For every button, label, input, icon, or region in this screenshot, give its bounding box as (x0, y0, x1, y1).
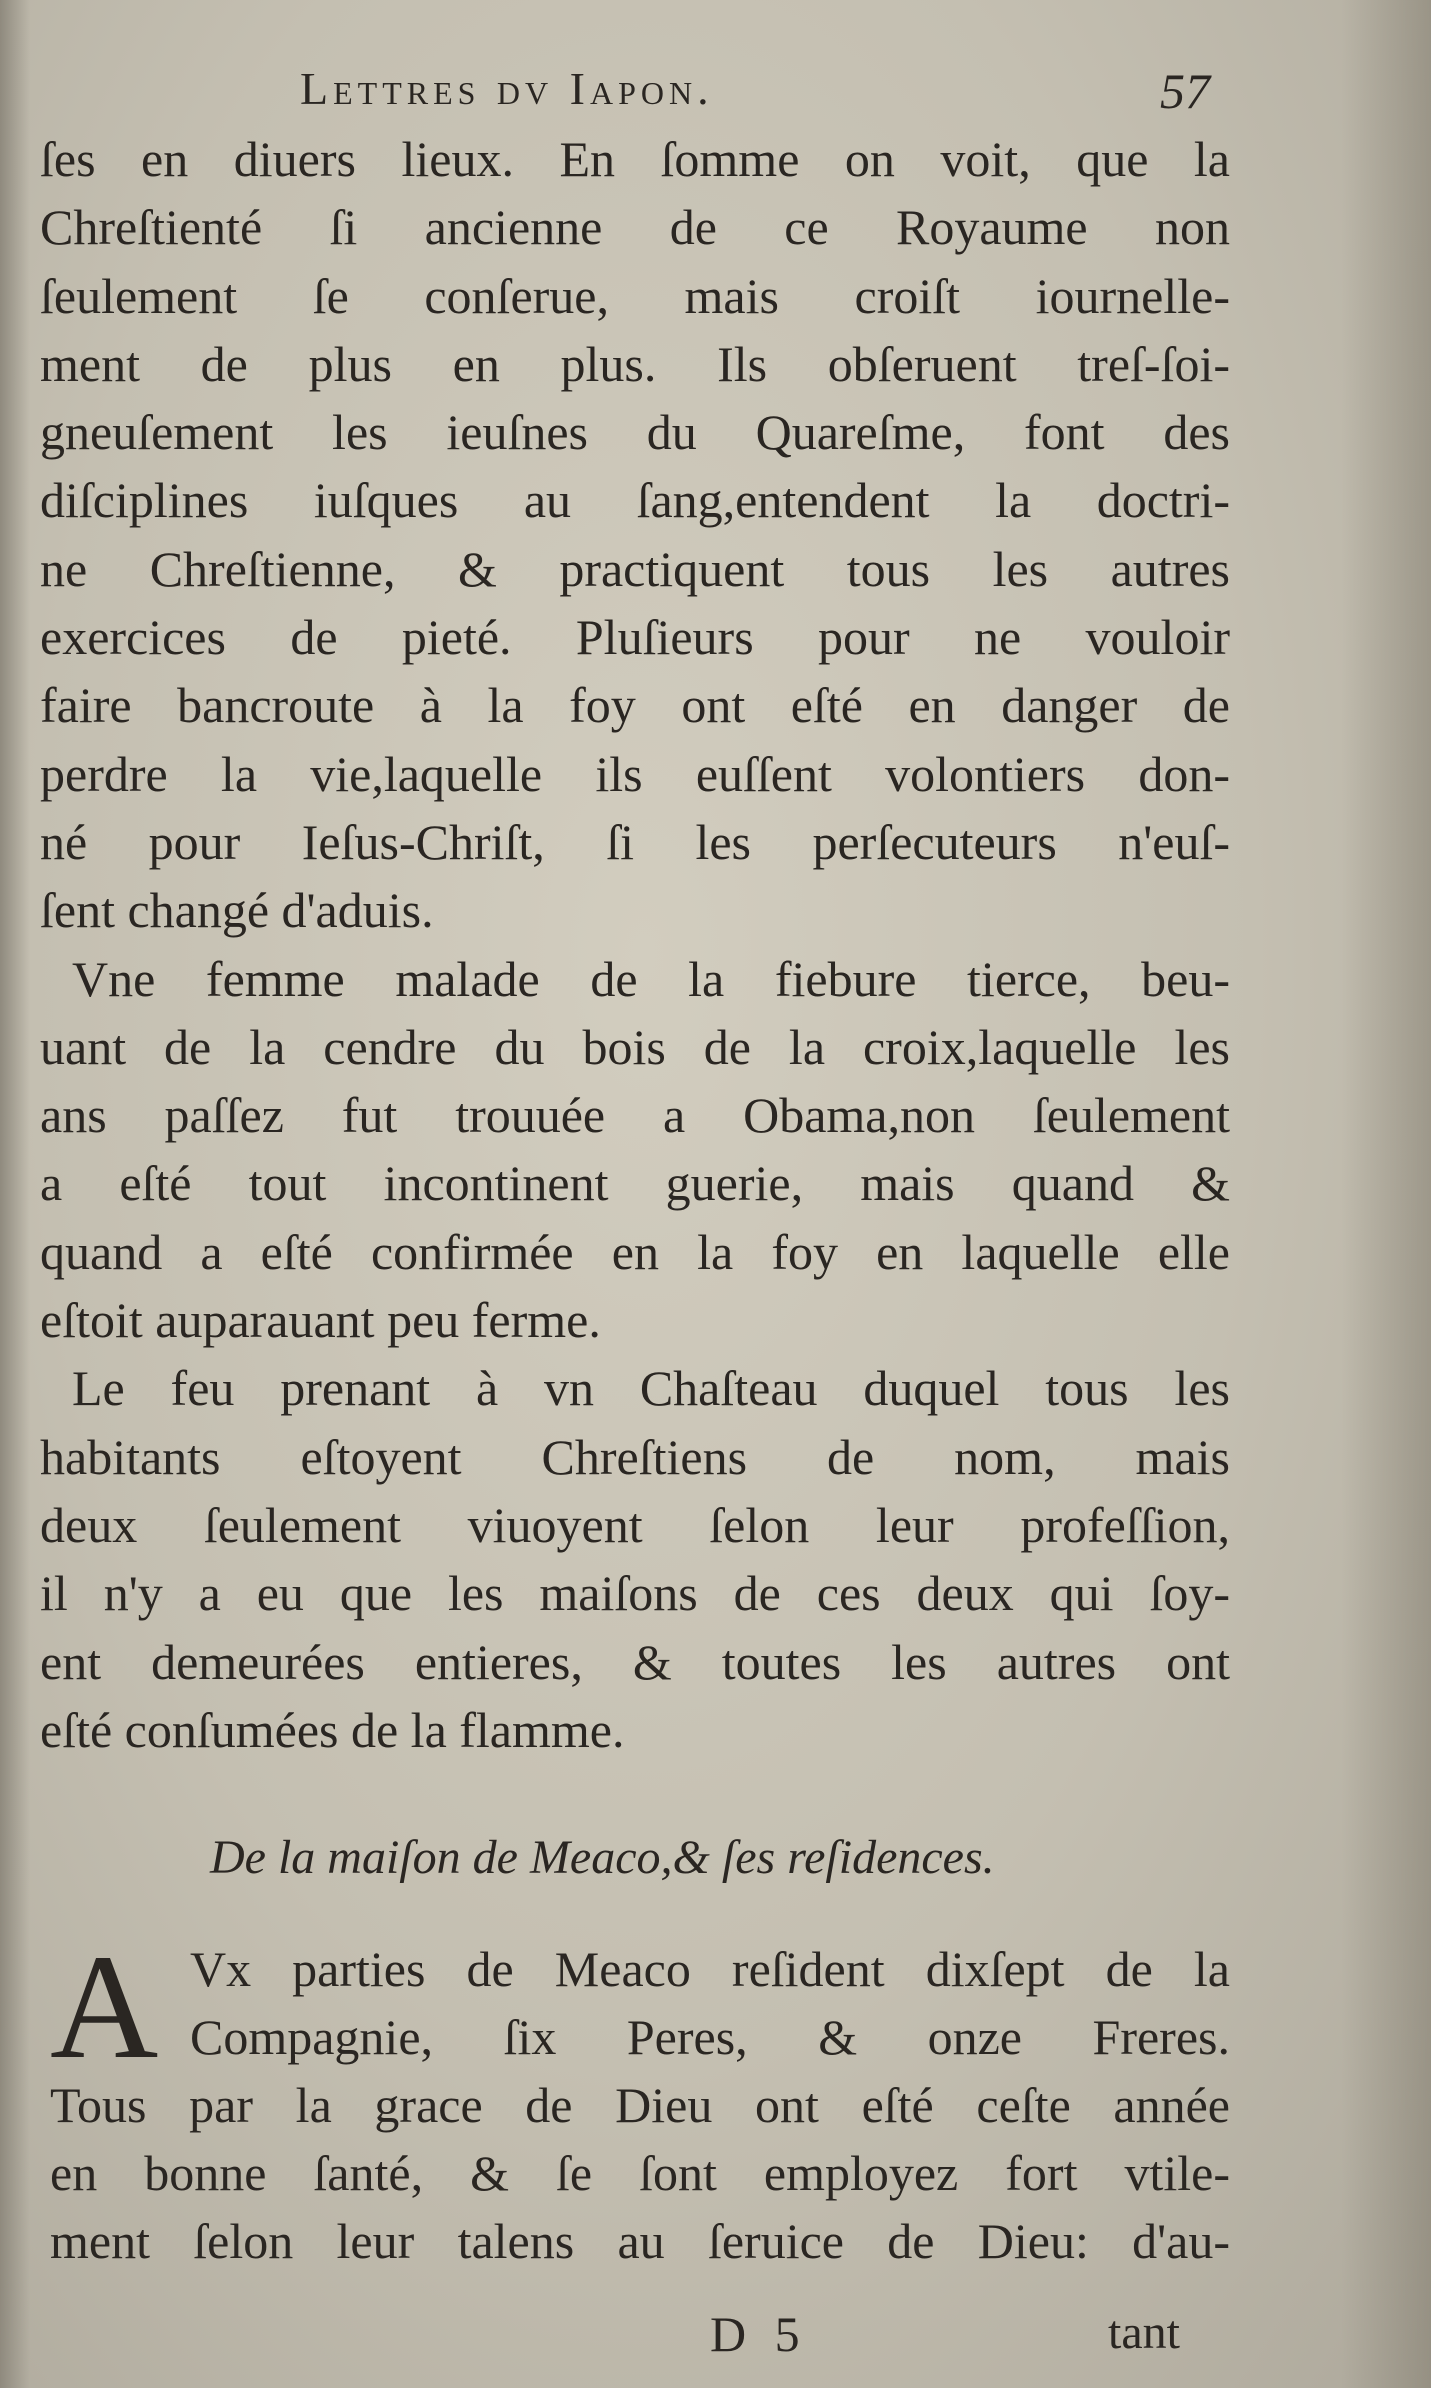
text-line: gneuſement les ieuſnes du Quareſme, font des (40, 404, 1230, 461)
text-line: ne Chreſtienne, & practiquent tous les autres (40, 540, 1230, 597)
text-line: eſté conſumées de la flamme. (40, 1701, 625, 1758)
text-line: né pour Ieſus-Chriſt, ſi les perſecuteurs n'euſ- (40, 813, 1230, 870)
text-line: quand a eſté confirmée en la foy en laquelle elle (40, 1223, 1230, 1280)
text-line: uant de la cendre du bois de la croix,laquelle les (40, 1018, 1230, 1075)
text-line: il n'y a eu que les maiſons de ces deux qui ſoy- (40, 1565, 1230, 1622)
drop-cap: A (50, 1924, 159, 2090)
spine-shadow (0, 0, 30, 2388)
text-line: eſtoit auparauant peu ferme. (40, 1292, 601, 1349)
text-line: faire bancroute à la foy ont eſté en danger de (40, 677, 1230, 734)
text-line: Chreſtienté ſi ancienne de ce Royaume non (40, 199, 1230, 256)
running-head: Lettres dv Iapon. (300, 63, 714, 114)
text-line: Vne femme malade de la fiebure tierce, beu- (72, 950, 1230, 1007)
text-line: perdre la vie,laquelle ils euſſent volontiers don- (40, 745, 1230, 802)
text-line: ans paſſez fut trouuée a Obama,non ſeulement (40, 1087, 1230, 1144)
section-text (50, 1924, 1230, 2275)
text-line: ſent changé d'aduis. (40, 882, 434, 939)
text-line: ſes en diuers lieux. En ſomme on voit, que la (40, 131, 1230, 187)
text-line: ment ſelon leur talens au ſeruice de Dieu: d'au- (50, 2213, 1230, 2269)
text-line: Vx parties de Meaco reſident dixſept de la (190, 1941, 1230, 1997)
text-line: diſciplines iuſques au ſang,entendent la doctri- (40, 472, 1230, 529)
text-line: a eſté tout incontinent guerie, mais quand & (40, 1155, 1230, 1212)
text-line: ſeulement ſe conſerue, mais croiſt iournelle- (40, 267, 1230, 324)
body-text (40, 125, 1230, 1764)
text-line: exercices de pieté. Pluſieurs pour ne vouloir (40, 609, 1230, 666)
text-line: Compagnie, ſix Peres, & onze Freres. (190, 2009, 1230, 2065)
catchword: tant (1108, 2306, 1180, 2359)
text-line: ent demeurées entieres, & toutes les autres ont (40, 1633, 1230, 1690)
signature-mark: D 5 (710, 2306, 808, 2362)
text-line: deux ſeulement viuoyent ſelon leur profeſſion, (40, 1496, 1230, 1553)
page-number: 57 (1160, 63, 1210, 119)
text-line: Tous par la grace de Dieu ont eſté ceſte année (50, 2077, 1230, 2133)
text-line: habitants eſtoyent Chreſtiens de nom, mais (40, 1428, 1230, 1485)
section-heading: De la maiſon de Meaco,& ſes reſidences. (210, 1831, 995, 1884)
text-line: Le feu prenant à vn Chaſteau duquel tous les (72, 1360, 1230, 1417)
text-line: en bonne ſanté, & ſe ſont employez fort vtile- (50, 2145, 1230, 2201)
text-line: ment de plus en plus. Ils obſeruent treſ-ſoi- (40, 335, 1230, 392)
page-edge-shadow (1341, 0, 1431, 2388)
